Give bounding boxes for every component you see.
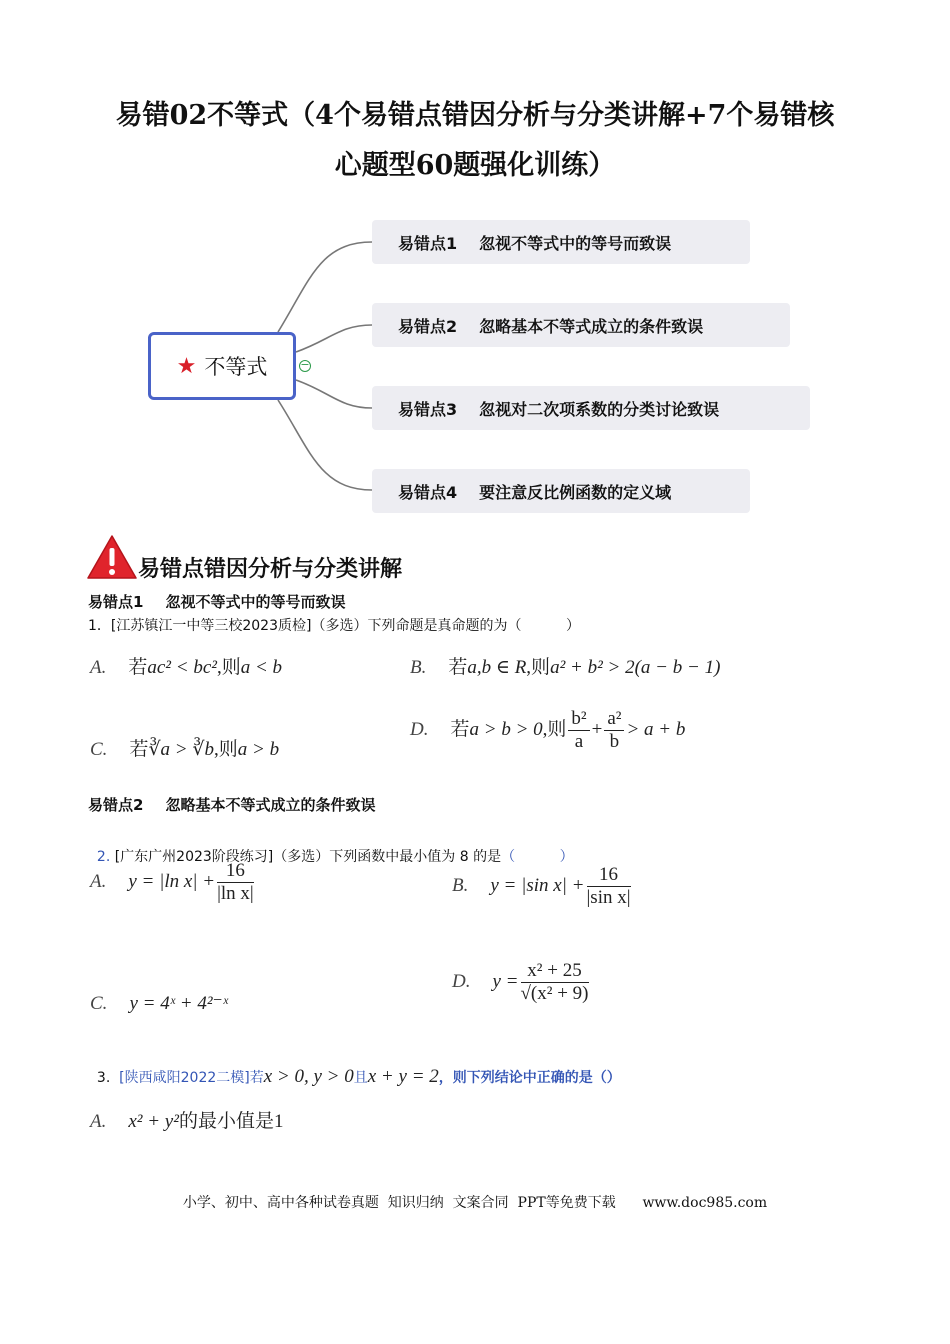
mindmap-center-node[interactable] [148, 332, 296, 400]
option-2d [452, 960, 591, 1005]
document-title-line2: 心题型60题强化训练） [334, 150, 616, 181]
mindmap-node-2[interactable] [372, 303, 790, 347]
option-text: 若 [128, 657, 148, 678]
question-text: ，则下列结论中正确的是（） [438, 1070, 621, 1086]
option-text: ,则 [526, 657, 551, 678]
mindmap-node-key: 易错点1 [398, 233, 458, 253]
option-text: 若 [129, 739, 149, 760]
subsection-text: 忽视不等式中的等号而致误 [165, 593, 346, 611]
mindmap-node-text: 忽视对二次项系数的分类讨论致误 [479, 399, 720, 419]
fraction-numerator: b² [568, 708, 589, 731]
option-3a [90, 1106, 283, 1133]
option-label: A. [90, 657, 107, 678]
option-math: y = |sin x| + [490, 874, 585, 896]
option-label: D. [452, 970, 471, 992]
mindmap-node-key: 易错点4 [398, 482, 458, 502]
option-label: A. [90, 1111, 107, 1132]
option-math: ∛a > ∛b [148, 739, 214, 760]
fraction-denominator: |ln x| [217, 883, 254, 904]
option-math: y = 4ˣ + 4²⁻ˣ [129, 993, 228, 1014]
fraction [604, 708, 624, 753]
option-math: a² + b² > 2(a − b − 1) [550, 657, 721, 678]
option-label: C. [90, 993, 108, 1014]
option-label: D. [410, 718, 429, 740]
fraction [587, 864, 631, 909]
option-math: > a + b [626, 718, 686, 740]
option-label: B. [410, 657, 427, 678]
section-heading: 易错点错因分析与分类讲解 [138, 557, 403, 582]
page-footer: 小学、初中、高中各种试卷真题 知识归纳 文案合同 PPT等免费下载 www.doc985.com [182, 1195, 768, 1211]
mindmap-node-text: 忽略基本不等式成立的条件致误 [479, 316, 704, 336]
fraction-numerator: a² [604, 708, 624, 731]
option-2c [90, 992, 228, 1015]
mindmap-node-3[interactable] [372, 386, 810, 430]
question-1: 1．[江苏镇江一中等三校2023质检]（多选）下列命题是真命题的为（ ） [88, 618, 580, 634]
option-text: 若 [448, 657, 468, 678]
option-math: x² + y² [128, 1111, 179, 1132]
option-2a [90, 860, 256, 905]
option-text: 的最小值是1 [178, 1111, 284, 1132]
mindmap-node-1[interactable] [372, 220, 750, 264]
question-number: 2. [96, 849, 111, 865]
mindmap-node-4[interactable] [372, 469, 750, 513]
document-title-line1: 易错02不等式（4个易错点错因分析与分类讲解+7个易错核 [115, 100, 835, 131]
option-label: B. [452, 874, 469, 896]
option-text: ,则 [542, 718, 567, 740]
option-1d [410, 708, 685, 753]
option-math: a,b ∈ R [467, 657, 527, 678]
option-math: a > b [237, 739, 280, 760]
option-text: ,则 [216, 657, 241, 678]
fraction-denominator: √(x² + 9) [520, 983, 589, 1004]
question-text: 且 [353, 1070, 368, 1086]
question-number: 3. [96, 1070, 111, 1086]
subsection-text: 忽略基本不等式成立的条件致误 [165, 796, 376, 814]
option-1b [410, 652, 720, 679]
question-source: [陕西咸阳2022二模]若 [119, 1070, 264, 1086]
fraction [217, 860, 254, 905]
option-math: a > b > 0 [469, 718, 543, 740]
subsection-key: 易错点2 [88, 796, 144, 814]
option-1a [90, 652, 282, 679]
mindmap-center-label: 不等式 [204, 355, 268, 379]
option-label: A. [90, 870, 107, 892]
option-text: 若 [450, 718, 470, 740]
mindmap-node-text: 要注意反比例函数的定义域 [479, 482, 672, 502]
subsection-key: 易错点1 [88, 593, 144, 611]
fraction-numerator: 16 [217, 860, 254, 883]
option-math: ac² < bc² [147, 657, 217, 678]
answer-blank: （ ） [501, 849, 574, 865]
mindmap-node-text: 忽视不等式中的等号而致误 [479, 233, 672, 253]
option-text: ,则 [214, 739, 238, 760]
star-icon: ★ [176, 353, 197, 379]
question-3 [88, 1050, 621, 1088]
question-math: x + y = 2 [367, 1066, 439, 1087]
fraction-numerator: x² + 25 [521, 960, 589, 983]
mindmap-node-key: 易错点2 [398, 316, 458, 336]
fraction [521, 960, 589, 1005]
option-math: y = |ln x| + [128, 870, 216, 892]
option-label: C. [90, 739, 108, 760]
question-text: [广东广州2023阶段练习]（多选）下列函数中最小值为 8 的是 [114, 849, 502, 865]
fraction [568, 708, 589, 753]
option-math: a < b [240, 657, 283, 678]
fraction-denominator: b [609, 731, 620, 752]
fraction-denominator: a [574, 731, 584, 752]
option-2b [452, 864, 633, 909]
warning-icon [86, 534, 138, 580]
collapse-toggle-icon[interactable]: − [300, 358, 310, 371]
subsection-heading-2 [88, 794, 375, 815]
fraction-numerator: 16 [587, 864, 631, 887]
option-math: + [591, 718, 603, 740]
option-math: y = [492, 970, 519, 992]
mindmap-node-key: 易错点3 [398, 399, 458, 419]
option-1c [90, 734, 279, 761]
subsection-heading-1 [88, 591, 345, 612]
question-math: x > 0, y > 0 [263, 1066, 354, 1087]
fraction-denominator: |sin x| [586, 887, 631, 908]
